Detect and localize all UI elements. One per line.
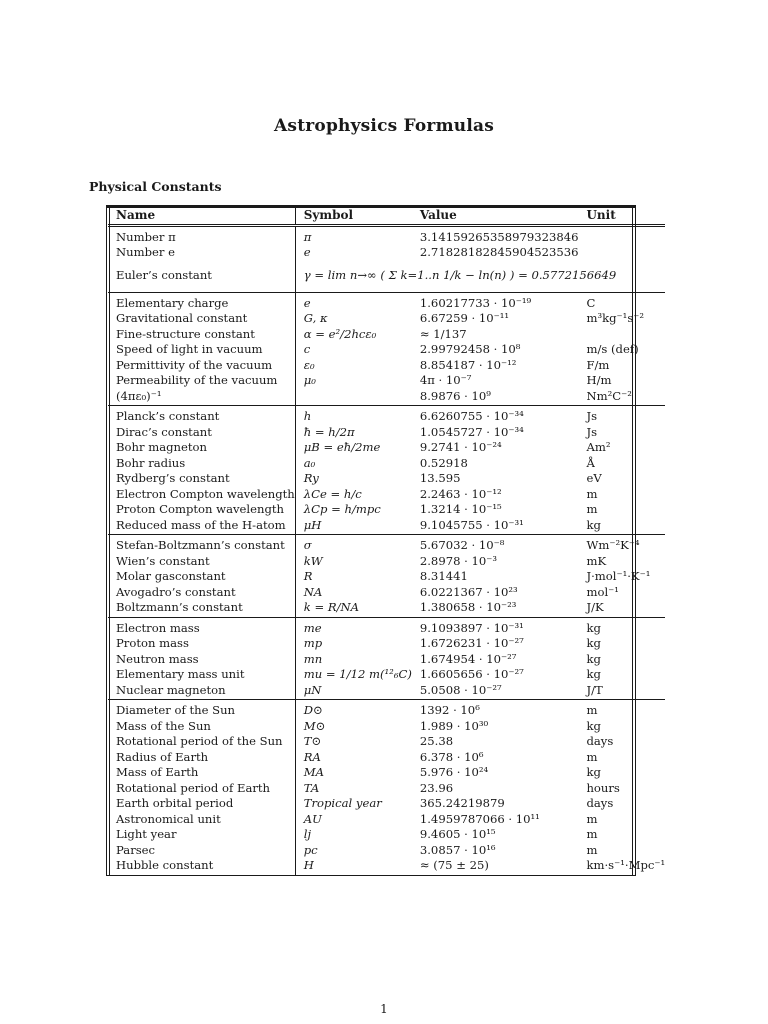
cell-unit: km·s⁻¹·Mpc⁻¹ [586, 858, 666, 872]
header-name: Name [108, 208, 295, 225]
cell-unit: m³kg⁻¹s⁻² [586, 311, 645, 325]
cell-symbol [295, 389, 412, 406]
cell-value: 9.1045755 · 10⁻³¹ [419, 517, 524, 532]
cell-unit: Å [586, 455, 595, 470]
cell-unit: Am² [586, 440, 611, 454]
cell-value: 3.0857 · 10¹⁶ [419, 842, 496, 857]
cell-value: 6.0221367 · 10²³ [419, 584, 518, 599]
table-row [108, 292, 665, 311]
cell-unit: kg [586, 651, 601, 666]
cell-unit: C [586, 295, 596, 310]
table-row [108, 327, 665, 343]
table-row [108, 765, 665, 781]
cell-value: 1.989 · 10³⁰ [419, 718, 489, 733]
cell-name: Avogadro’s constant [108, 585, 295, 601]
cell-unit: H/m [586, 373, 612, 387]
cell-symbol: G, κ [303, 311, 328, 325]
table-row [108, 636, 665, 652]
cell-value: 9.4605 · 10¹⁵ [419, 827, 496, 841]
cell-value: ≈ 1/137 [419, 326, 467, 341]
cell-value: 2.2463 · 10⁻¹² [419, 486, 502, 501]
cell-value: 1.6605656 · 10⁻²⁷ [419, 667, 524, 681]
cell-symbol: TA [303, 780, 320, 795]
cell-name: Permittivity of the vacuum [108, 358, 295, 374]
cell-symbol: Ry [303, 471, 319, 485]
cell-symbol: h [303, 409, 312, 423]
table-header [108, 208, 665, 225]
table-row [108, 750, 665, 766]
cell-name: Light year [108, 827, 295, 843]
table-row [108, 245, 665, 261]
cell-unit: kg [586, 718, 601, 733]
cell-value: 3.14159265358979323846 [419, 229, 579, 244]
table-row [108, 535, 665, 554]
header-unit: Unit [586, 208, 616, 222]
cell-unit [578, 225, 665, 245]
cell-symbol: H [303, 858, 314, 872]
table-row [108, 554, 665, 570]
cell-unit: J·mol⁻¹·K⁻¹ [586, 569, 651, 583]
header-row [108, 208, 665, 225]
cell-symbol: λCp = h/mpc [303, 502, 381, 516]
table-row [108, 440, 665, 456]
cell-name: Neutron mass [108, 652, 295, 668]
table-group [108, 292, 665, 406]
cell-name: Elementary mass unit [108, 667, 295, 683]
cell-name: Electron Compton wavelength [108, 487, 295, 503]
cell-symbol: λCe = h/c [303, 486, 362, 501]
cell-value: 2.99792458 · 10⁸ [419, 342, 521, 356]
cell-value: 5.67032 · 10⁻⁸ [419, 538, 505, 552]
cell-unit: Nm²C⁻² [586, 388, 632, 403]
cell-symbol: me [303, 620, 322, 635]
cell-name: Bohr magneton [108, 440, 295, 456]
cell-symbol: σ [303, 538, 312, 552]
cell-name: Wien’s constant [108, 554, 295, 570]
cell-value: 0.52918 [419, 455, 468, 470]
cell-unit: kg [586, 765, 601, 779]
table-group [108, 406, 665, 535]
cell-unit: J/K [586, 600, 604, 614]
cell-value: 6.378 · 10⁶ [419, 749, 484, 764]
cell-symbol: μH [303, 517, 322, 532]
page-number: 1 [380, 1002, 388, 1016]
cell-unit: eV [586, 471, 602, 485]
cell-name: Euler’s constant [108, 261, 295, 293]
cell-name: Rydberg’s constant [108, 471, 295, 487]
table-row [108, 487, 665, 503]
table-row [108, 261, 665, 293]
cell-name: Elementary charge [108, 292, 295, 311]
cell-name: Proton mass [108, 636, 295, 652]
table-row [108, 781, 665, 797]
cell-value: 1.6726231 · 10⁻²⁷ [419, 636, 524, 650]
cell-value: 8.9876 · 10⁹ [419, 388, 491, 403]
cell-unit: kg [586, 620, 601, 635]
cell-unit: Wm⁻²K⁻⁴ [586, 538, 640, 552]
cell-symbol: α = e²/2hcε₀ [303, 326, 377, 341]
cell-value: 2.71828182845904523536 [419, 245, 579, 259]
section-title: Physical Constants [89, 179, 222, 194]
cell-unit: m/s (def) [586, 342, 639, 356]
table-row [108, 425, 665, 441]
cell-name: Bohr radius [108, 456, 295, 472]
cell-symbol: kW [303, 553, 323, 568]
cell-unit: m [586, 703, 598, 717]
table-row [108, 667, 665, 683]
table-row [108, 406, 665, 425]
cell-symbol: μN [303, 682, 322, 697]
table-row [108, 652, 665, 668]
cell-name: Rotational period of the Sun [108, 734, 295, 750]
cell-symbol: mu = 1/12 m(¹²₆C) [303, 667, 412, 681]
cell-symbol: ħ = h/2π [303, 424, 355, 439]
cell-unit [578, 327, 665, 343]
cell-unit: kg [586, 667, 601, 681]
table-row [108, 683, 665, 700]
cell-value: 1.3214 · 10⁻¹⁵ [419, 502, 502, 516]
cell-unit: mK [586, 553, 607, 568]
cell-value: 13.595 [419, 471, 461, 485]
cell-symbol: Tropical year [303, 796, 382, 810]
cell-unit: m [586, 486, 598, 501]
table-row [108, 518, 665, 535]
cell-symbol: e [303, 295, 311, 310]
cell-symbol: M⊙ [303, 718, 326, 733]
cell-symbol: μ₀ [303, 373, 316, 387]
cell-symbol: c [303, 342, 311, 356]
cell-symbol: MA [303, 765, 324, 779]
cell-name: (4πε₀)⁻¹ [108, 389, 295, 406]
table-row [108, 812, 665, 828]
cell-name: Hubble constant [108, 858, 295, 875]
table-row [108, 358, 665, 374]
cell-symbol: NA [303, 584, 323, 599]
cell-value: 9.2741 · 10⁻²⁴ [419, 440, 502, 454]
cell-value: 365.24219879 [419, 796, 505, 810]
cell-name: Number e [108, 245, 295, 261]
table-row [108, 734, 665, 750]
cell-name: Speed of light in vacuum [108, 342, 295, 358]
cell-unit: m [586, 842, 598, 857]
cell-name: Mass of the Sun [108, 719, 295, 735]
cell-value: 2.8978 · 10⁻³ [419, 553, 498, 568]
table-row [108, 311, 665, 327]
table-row [108, 858, 665, 875]
cell-name: Earth orbital period [108, 796, 295, 812]
table-row [108, 456, 665, 472]
cell-symbol: RA [303, 749, 321, 764]
constants-table [106, 205, 666, 876]
table-row [108, 585, 665, 601]
cell-unit: kg [586, 517, 601, 532]
cell-name: Boltzmann’s constant [108, 600, 295, 617]
constants-table-grid [108, 208, 665, 875]
cell-name: Proton Compton wavelength [108, 502, 295, 518]
header-symbol: Symbol [303, 208, 354, 222]
cell-name: Diameter of the Sun [108, 700, 295, 719]
cell-unit: Js [586, 409, 598, 423]
cell-symbol: AU [303, 811, 322, 826]
cell-value: 5.0508 · 10⁻²⁷ [419, 682, 502, 697]
cell-value: 8.854187 · 10⁻¹² [419, 357, 517, 372]
cell-name: Electron mass [108, 617, 295, 636]
cell-unit: F/m [586, 357, 610, 372]
table-group [108, 617, 665, 700]
cell-name: Parsec [108, 843, 295, 859]
cell-symbol: mn [303, 651, 323, 666]
table-row [108, 700, 665, 719]
cell-unit [578, 245, 665, 261]
cell-name: Radius of Earth [108, 750, 295, 766]
cell-value: ≈ (75 ± 25) [419, 858, 489, 872]
cell-unit: mol⁻¹ [586, 584, 619, 599]
cell-unit: days [586, 796, 614, 810]
cell-symbol: e [303, 245, 311, 259]
table-row [108, 843, 665, 859]
cell-name: Molar gasconstant [108, 569, 295, 585]
cell-unit: m [586, 502, 598, 516]
cell-value: 23.96 [419, 780, 454, 795]
cell-value: 1.0545727 · 10⁻³⁴ [419, 424, 524, 439]
table-row [108, 827, 665, 843]
cell-name: Astronomical unit [108, 812, 295, 828]
cell-value: 1.674954 · 10⁻²⁷ [419, 651, 517, 666]
cell-value: 5.976 · 10²⁴ [419, 765, 489, 779]
cell-unit: m [586, 827, 598, 841]
cell-symbol: R [303, 569, 313, 583]
cell-symbol: a₀ [303, 455, 316, 470]
cell-symbol: γ = lim n→∞ ( Σ k=1..n 1/k − ln(n) ) = 0.5772156649 [303, 267, 617, 282]
cell-symbol: T⊙ [303, 734, 322, 748]
cell-name: Permeability of the vacuum [108, 373, 295, 389]
table-row [108, 225, 665, 245]
cell-value: 4π · 10⁻⁷ [419, 373, 472, 387]
cell-unit: m [586, 749, 598, 764]
cell-name: Gravitational constant [108, 311, 295, 327]
cell-name: Dirac’s constant [108, 425, 295, 441]
cell-symbol: ε₀ [303, 357, 315, 372]
cell-unit: kg [586, 636, 601, 650]
cell-symbol: mp [303, 636, 323, 650]
cell-unit: days [586, 734, 614, 748]
table-row [108, 719, 665, 735]
cell-name: Rotational period of Earth [108, 781, 295, 797]
cell-symbol: D⊙ [303, 703, 323, 717]
table-row [108, 502, 665, 518]
table-group [108, 225, 665, 292]
header-value: Value [419, 208, 457, 222]
table-row [108, 600, 665, 617]
table-row [108, 617, 665, 636]
table-group [108, 535, 665, 618]
cell-name: Mass of Earth [108, 765, 295, 781]
cell-unit: hours [586, 780, 620, 795]
cell-symbol: π [303, 229, 312, 244]
cell-value: 1.4959787066 · 10¹¹ [419, 811, 540, 826]
cell-value: 6.6260755 · 10⁻³⁴ [419, 409, 524, 423]
cell-unit: m [586, 811, 598, 826]
table-group [108, 700, 665, 875]
cell-unit: J/T [586, 682, 603, 697]
cell-value: 1.380658 · 10⁻²³ [419, 600, 517, 614]
cell-value: 25.38 [419, 734, 454, 748]
table-row [108, 796, 665, 812]
cell-symbol: μB = eħ/2me [303, 440, 381, 454]
cell-value: 6.67259 · 10⁻¹¹ [419, 311, 510, 325]
table-row [108, 389, 665, 406]
cell-name: Stefan-Boltzmann’s constant [108, 535, 295, 554]
cell-value: 9.1093897 · 10⁻³¹ [419, 620, 524, 635]
cell-value: 1.60217733 · 10⁻¹⁹ [419, 295, 532, 310]
table-row [108, 569, 665, 585]
cell-value: 1392 · 10⁶ [419, 703, 480, 717]
table-row [108, 373, 665, 389]
cell-name: Nuclear magneton [108, 683, 295, 700]
cell-symbol: lj [303, 827, 312, 841]
cell-symbol: pc [303, 842, 318, 857]
cell-unit: Js [586, 424, 598, 439]
cell-value: 8.31441 [419, 569, 468, 583]
cell-name: Fine-structure constant [108, 327, 295, 343]
cell-name: Reduced mass of the H-atom [108, 518, 295, 535]
table-row [108, 471, 665, 487]
document-title: Astrophysics Formulas [274, 116, 494, 136]
cell-symbol: k = R/NA [303, 600, 360, 614]
table-row [108, 342, 665, 358]
cell-name: Number π [108, 225, 295, 245]
cell-name: Planck’s constant [108, 406, 295, 425]
